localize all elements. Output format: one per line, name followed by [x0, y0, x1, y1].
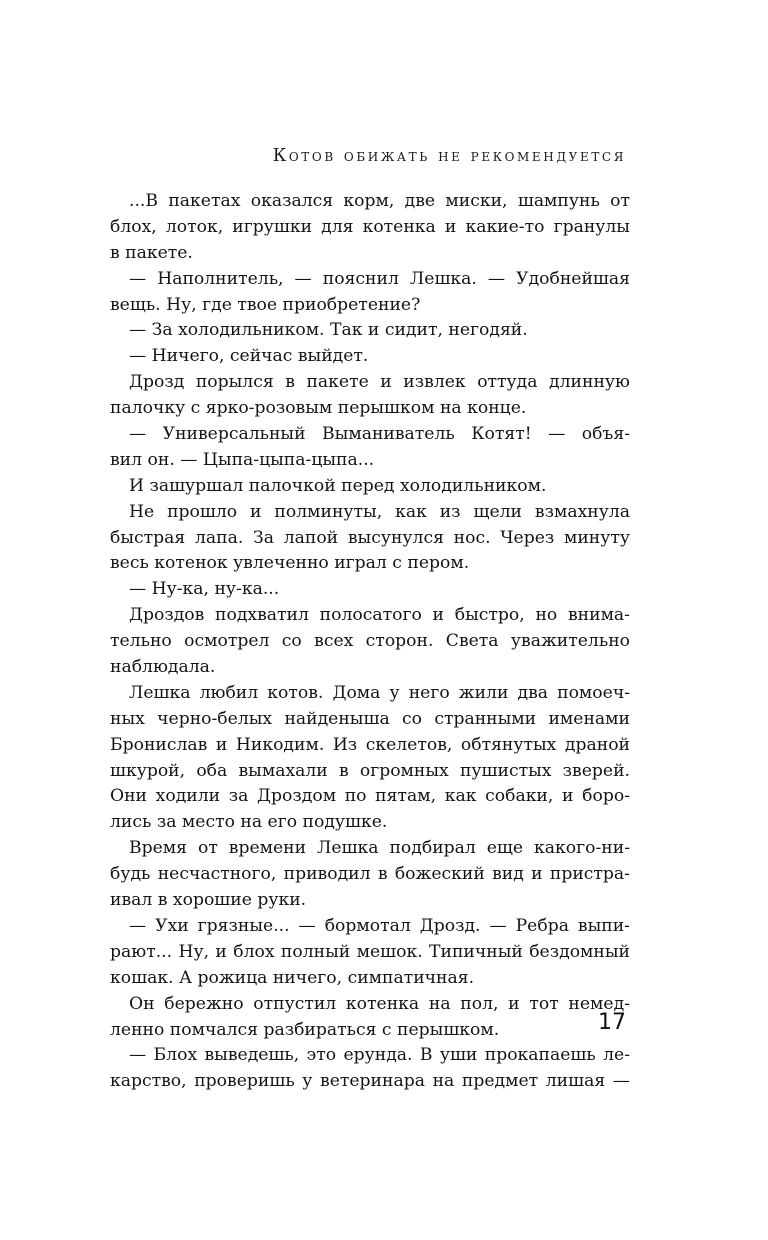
text-line: — Ухи грязные... — бормотал Дрозд. — Ребра выпи-	[129, 915, 630, 936]
page-number: 17	[598, 1010, 626, 1035]
text-line: весь котенок увлеченно играл с пером.	[110, 553, 470, 574]
running-head: Котов обижать не рекомендуется	[272, 146, 626, 166]
text-line: — Блох выведешь, это ерунда. В уши прокапаешь ле-	[129, 1045, 630, 1066]
text-line: Он бережно отпустил котенка на пол, и тот немед-	[129, 993, 630, 1014]
text-line: палочку с ярко-розовым перышком на конце.	[110, 398, 527, 419]
text-line: кошак. А рожица ничего, симпатичная.	[110, 967, 475, 988]
text-line: — Ничего, сейчас выйдет.	[129, 346, 369, 367]
text-line: вил он. — Цыпа-цыпа-цыпа...	[110, 449, 375, 470]
text-line: вещь. Ну, где твое приобретение?	[110, 294, 421, 315]
text-line: ленно помчался разбираться с перышком.	[110, 1019, 500, 1040]
text-line: шкурой, оба вымахали в огромных пушистых зверей.	[110, 760, 630, 781]
text-line: ивал в хорошие руки.	[110, 890, 307, 911]
text-line: Дроздов подхватил полосатого и быстро, но внима-	[129, 605, 630, 626]
text-line: лись за место на его подушке.	[110, 812, 388, 833]
text-line: — За холодильником. Так и сидит, негодяй.	[129, 320, 528, 341]
text-line: И зашуршал палочкой перед холодильником.	[129, 475, 547, 496]
text-line: ...В пакетах оказался корм, две миски, шампунь от	[129, 191, 630, 211]
text-line: блох, лоток, игрушки для котенка и какие-то гранулы	[110, 216, 630, 237]
text-line: Время от времени Лешка подбирал еще какого-ни-	[129, 838, 630, 859]
text-line: Не прошло и полминуты, как из щели взмахнула	[129, 501, 630, 522]
text-line: тельно осмотрел со всех сторон. Света уважительно	[110, 631, 630, 652]
text-line: быстрая лапа. За лапой высунулся нос. Через минуту	[110, 527, 630, 548]
text-line: наблюдала.	[110, 657, 216, 678]
text-line: — Наполнитель, — пояснил Лешка. — Удобнейшая	[129, 268, 630, 289]
text-line: в пакете.	[110, 242, 193, 263]
text-line: рают... Ну, и блох полный мешок. Типичный бездомный	[110, 941, 630, 962]
text-line: Лешка любил котов. Дома у него жили два помоеч-	[129, 682, 630, 703]
body-text	[110, 189, 630, 1095]
text-line: Бронислав и Никодим. Из скелетов, обтянутых драной	[110, 734, 630, 755]
text-line: ных черно-белых найденыша со странными именами	[110, 708, 630, 729]
text-line: карство, проверишь у ветеринара на предмет лишая —	[110, 1071, 630, 1092]
text-line: будь несчастного, приводил в божеский вид и пристра-	[110, 864, 630, 885]
text-line: Дрозд порылся в пакете и извлек оттуда длинную	[129, 372, 630, 393]
text-line: — Ну-ка, ну-ка...	[129, 579, 280, 600]
text-line: — Универсальный Выманиватель Котят! — объя-	[129, 424, 630, 445]
text-line: Они ходили за Дроздом по пятам, как собаки, и боро-	[110, 786, 630, 807]
